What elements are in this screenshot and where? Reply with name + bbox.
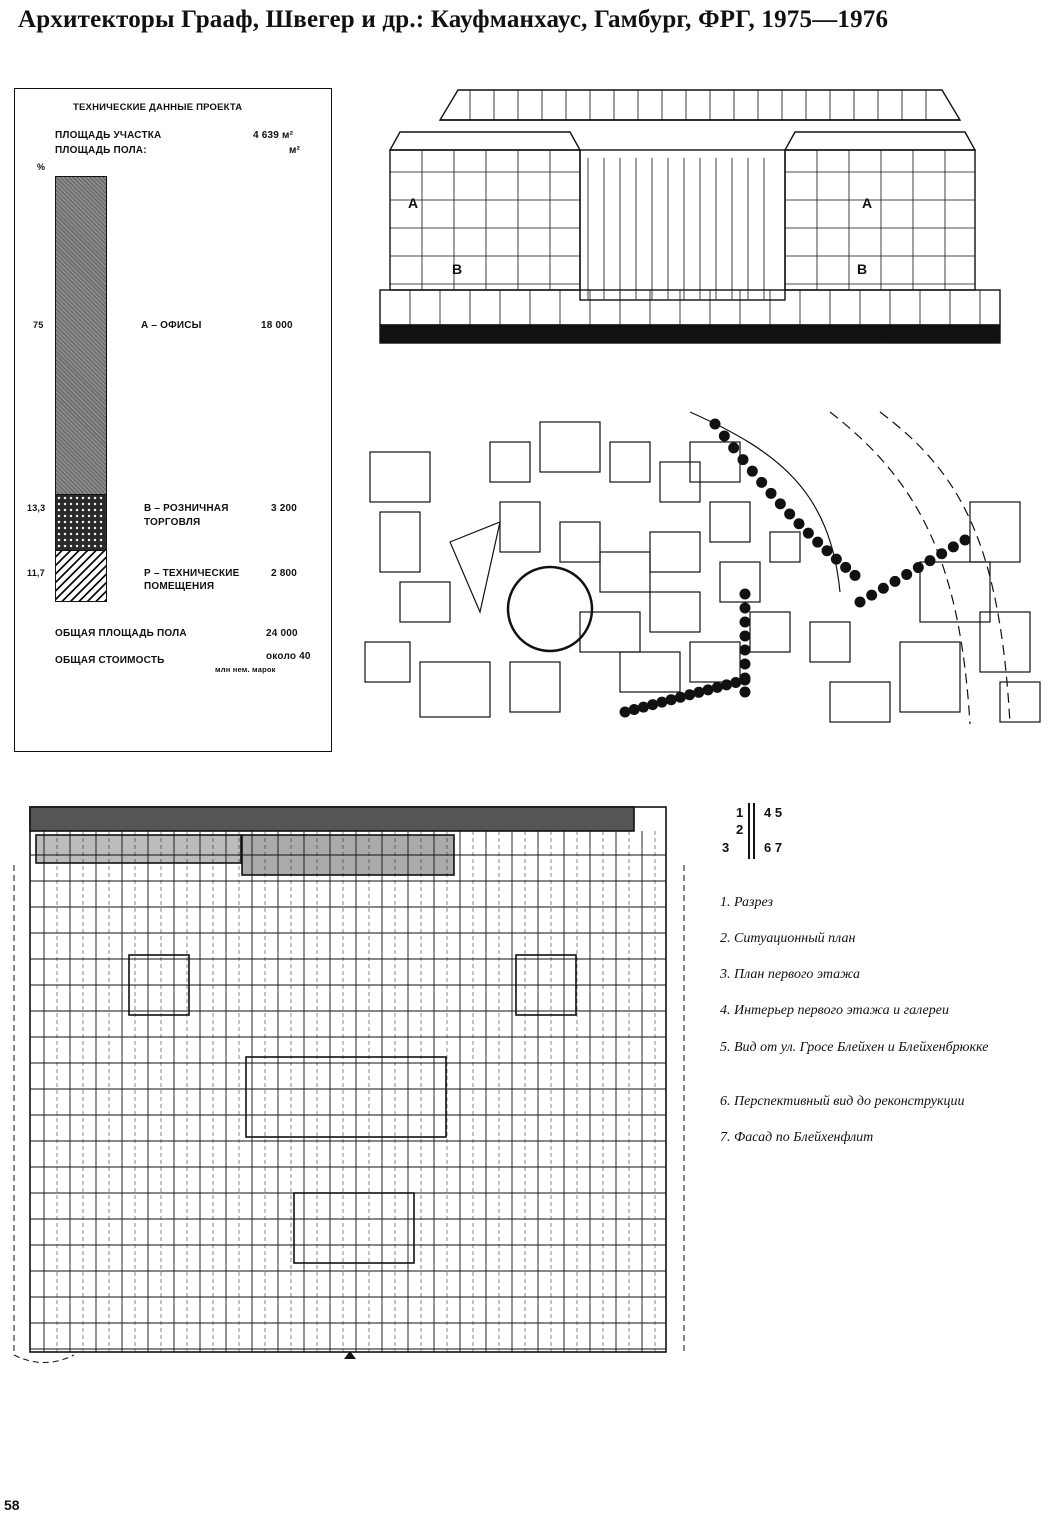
legend-key-3: 3 [722,840,730,855]
floor-area-label: ПЛОЩАДЬ ПОЛА: [55,145,147,156]
page-number: 58 [4,1497,20,1513]
offices-value: 18 000 [261,320,293,331]
offices-percent: 75 [33,320,44,330]
technical-data-sheet [14,88,332,752]
technical-label-line1: Р – ТЕХНИЧЕСКИЕ [144,568,240,579]
site-area-label: ПЛОЩАДЬ УЧАСТКА [55,130,162,141]
caption-7: 7. Фасад по Блейхенфлит [720,1130,874,1145]
retail-value: 3 200 [271,503,298,514]
section-label-p-left: P [484,323,494,339]
caption-1: 1. Разрез [720,895,773,910]
caption-5: 5. Вид от ул. Гросе Блейхен и Блейхенбрюкке [720,1040,989,1055]
bar-segment-retail [56,495,106,551]
total-area-label: ОБЩАЯ ПЛОЩАДЬ ПОЛА [55,628,187,639]
section-label-a-left: A [408,195,419,211]
bar-segment-offices [56,177,106,495]
retail-percent: 13,3 [27,503,46,513]
section-label-a-right: A [862,195,873,211]
legend-divider-2 [753,803,755,859]
section-label-b-left: B [452,261,463,277]
total-cost-label: ОБЩАЯ СТОИМОСТЬ [55,655,165,666]
technical-label-line2: ПОМЕЩЕНИЯ [144,581,215,592]
legend-divider-1 [748,803,750,859]
offices-label: А – ОФИСЫ [141,320,202,331]
caption-6: 6. Перспективный вид до реконструкции [720,1094,965,1109]
retail-label-line1: В – РОЗНИЧНАЯ [144,503,229,514]
legend-key-1: 1 [736,805,744,820]
total-area-value: 24 000 [266,628,298,639]
ground-floor-plan [4,795,699,1370]
legend-key-67: 6 7 [764,840,783,855]
technical-percent: 11,7 [27,568,45,578]
section-label-p-right: P [880,325,890,341]
floor-area-bar [55,176,107,602]
page-title: Архитекторы Грааф, Швегер и др.: Кауфманхаус, Гамбург, ФРГ, 1975—1976 [18,6,889,33]
site-area-value: 4 639 м² [253,130,294,141]
legend-key-45: 4 5 [764,805,783,820]
caption-3: 3. План первого этажа [720,967,861,982]
total-cost-value: около 40 [266,651,311,662]
total-cost-unit: млн нем. марок [215,665,276,674]
section-drawing [360,80,1040,380]
retail-label-line2: ТОРГОВЛЯ [144,517,201,528]
caption-4: 4. Интерьер первого этажа и галереи [720,1003,949,1018]
data-sheet-heading: ТЕХНИЧЕСКИЕ ДАННЫЕ ПРОЕКТА [73,102,243,113]
legend-key-2: 2 [736,822,744,837]
section-label-b-right: B [857,261,868,277]
percent-sign: % [37,162,46,172]
floor-area-unit: м² [289,145,301,156]
caption-2: 2. Ситуационный план [720,931,856,946]
bar-segment-technical [56,551,106,601]
site-plan [360,412,1050,724]
technical-value: 2 800 [271,568,298,579]
